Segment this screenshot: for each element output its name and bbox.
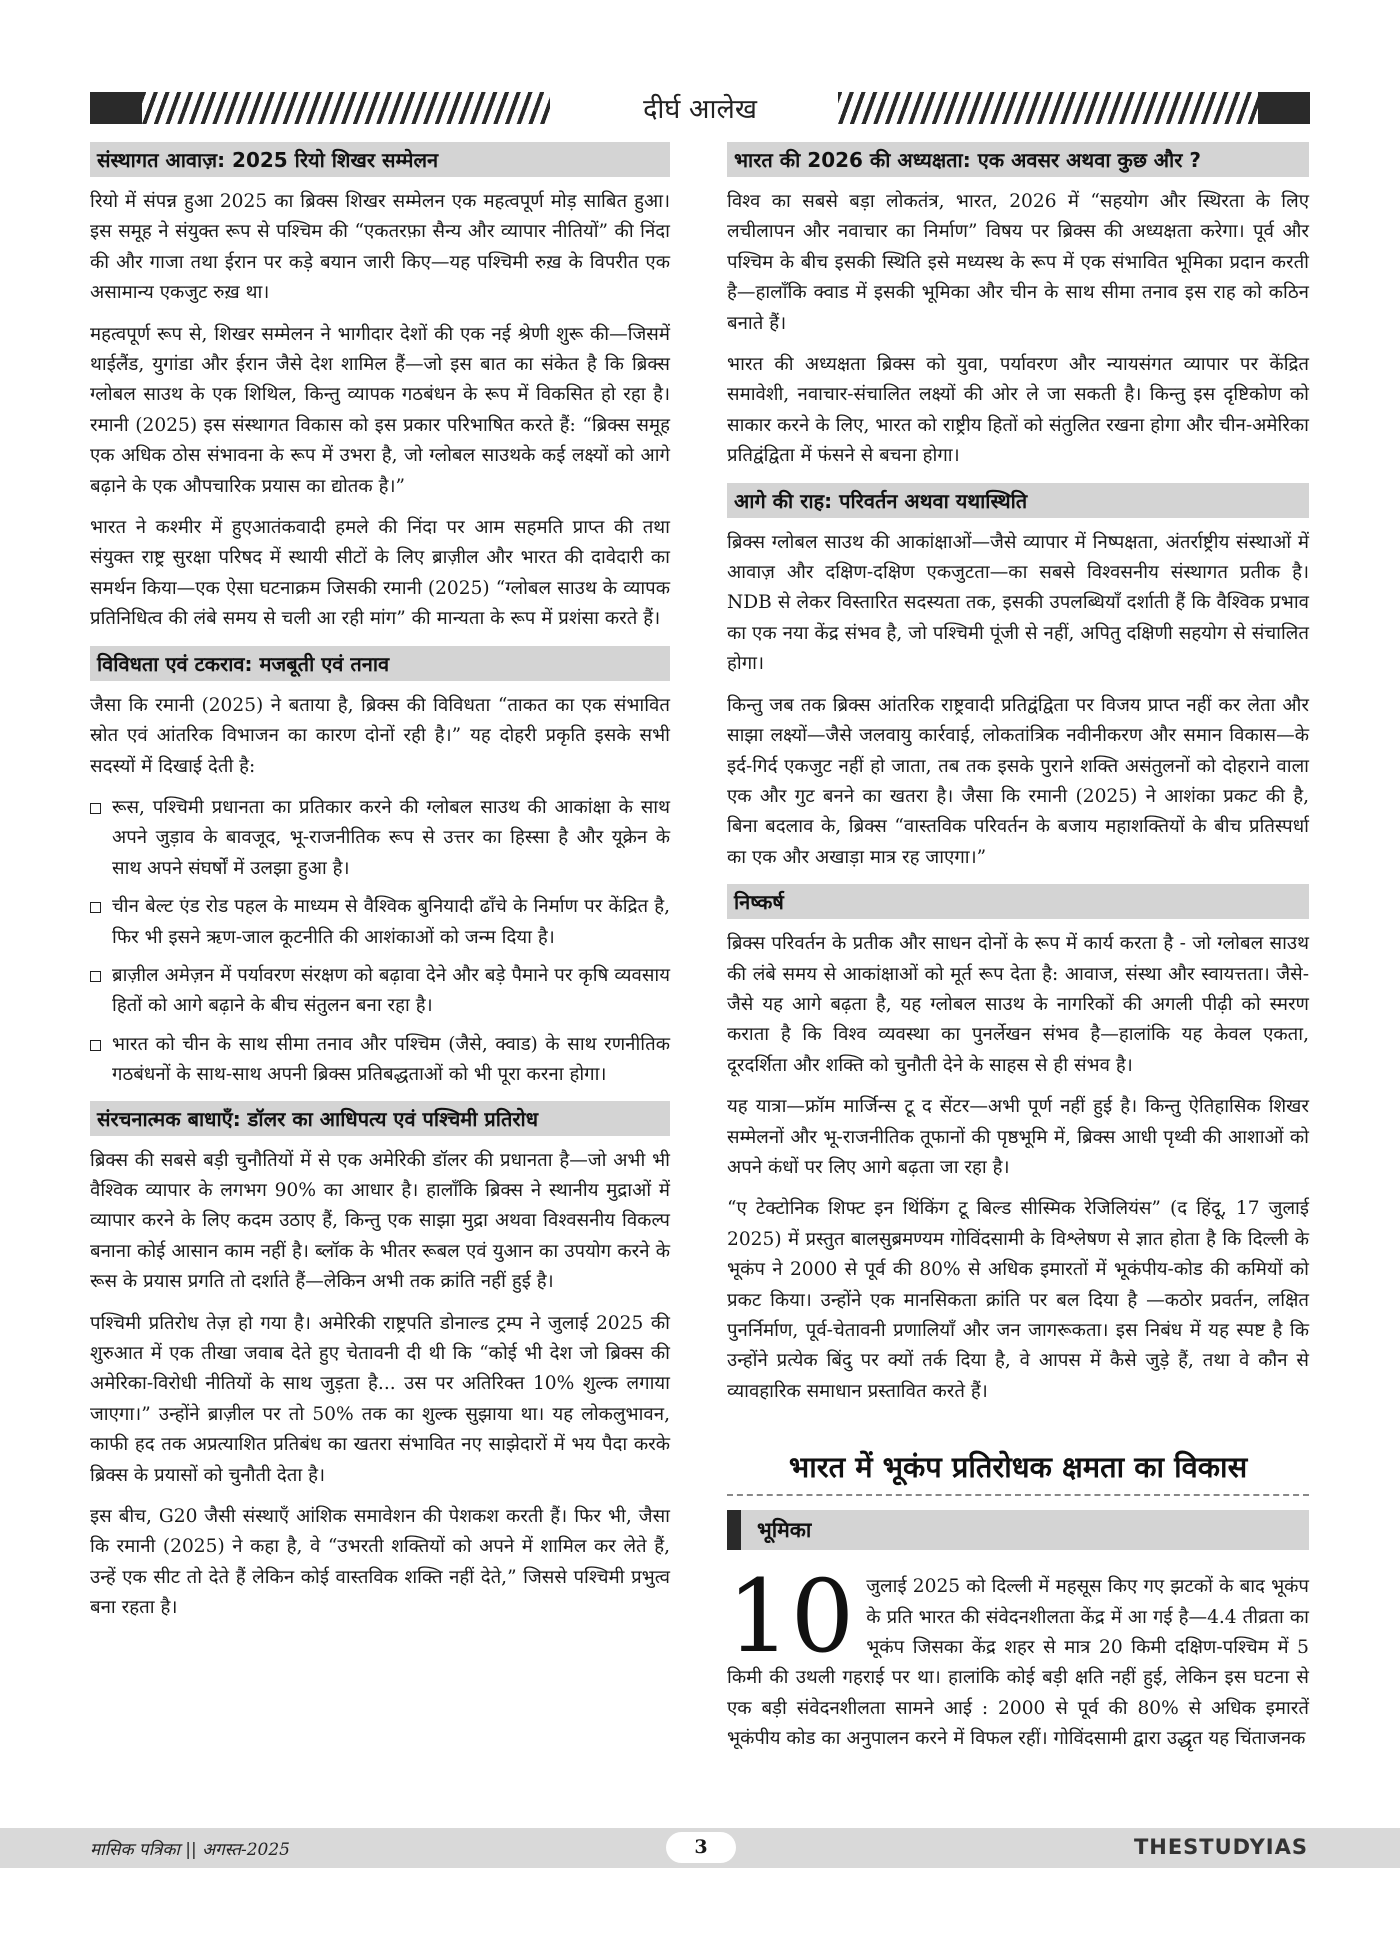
paragraph: जैसा कि रमानी (2025) ने बताया है, ब्रिक्स की विविधता “ताकत का एक संभावित स्रोत एवं आंतरिक विभाजन का कारण दोनों रही है।” यह दोहरी प्रकृति इसके सभी सदस्यों में दिखाई देती है: [90, 694, 670, 777]
heading-marker [727, 1510, 741, 1550]
paragraph: भारत की अध्यक्षता ब्रिक्स को युवा, पर्यावरण और न्यायसंगत व्यापार पर केंद्रित समावेशी, नवाचार-संचालित लक्ष्यों की ओर ले जा सकती है। किन्तु इस दृष्टिकोण को साकार करने के लिए, भारत को राष्ट्रीय हितों को संतुलित रखना होगा और चीन-अमेरिका प्रतिद्वंद्विता में फंसने से बचना होगा। [727, 354, 1309, 467]
title-divider [727, 1494, 1309, 1496]
section-heading-structural-barriers: संरचनात्मक बाधाएँ: डॉलर का आधिपत्य एवं पश्चिमी प्रतिरोध [90, 1101, 670, 1136]
checkbox-bullet-icon [90, 1040, 101, 1051]
intro-text: जुलाई 2025 को दिल्ली में महसूस किए गए झटकों के बाद भूकंप के प्रति भारत की संवेदनशीलता केंद्र में आ गई है—4.4 तीव्रता का भूकंप जिसका केंद्र शहर से मात्र 20 किमी दक्षिण-पश्चिम में 5 किमी की उथली गहराई पर था। हालांकि कोई बड़ी क्षति नहीं हुई, लेकिन इस घटना से एक बड़ी संवेदनशीलता सामने आई : 2000 से पूर्व की 80% से अधिक इमारतें भूकंपीय कोड का अनुपालन करने में विफल रहीं। गोविंदसामी द्वारा उद्धृत यह चिंताजनक [727, 1576, 1309, 1750]
paragraph: पश्चिमी प्रतिरोध तेज़ हो गया है। अमेरिकी राष्ट्रपति डोनाल्ड ट्रम्प ने जुलाई 2025 की शुरुआत में एक तीखा जवाब देते हुए चेतावनी दी थी कि “कोई भी देश जो ब्रिक्स की अमेरिका-विरोधी नीतियों के साथ जुड़ता है... उस पर अतिरिक्त 10% शुल्क लगाया जाएगा।” उन्होंने ब्राज़ील पर तो 50% तक का शुल्क सुझाया था। यह लोकलुभावन, काफी हद तक अप्रत्याशित प्रतिबंध का खतरा संभावित नए साझेदारों में भय पैदा करके ब्रिक्स के प्रयासों को चुनौती देता है। [90, 1312, 670, 1486]
section-heading-way-forward: आगे की राह: परिवर्तन अथवा यथास्थिति [727, 483, 1309, 518]
section-heading-conclusion: निष्कर्ष [727, 884, 1309, 919]
paragraph: विश्व का सबसे बड़ा लोकतंत्र, भारत, 2026 में “सहयोग और स्थिरता के लिए लचीलापन और नवाचार का निर्माण” विषय पर ब्रिक्स की अध्यक्षता करेगा। पूर्व और पश्चिम के बीच इसकी स्थिति इसे मध्यस्थ के रूप में एक संभावित भूमिका प्रदान करती है—हालाँकि क्वाड में इसकी भूमिका और चीन के साथ सीमा तनाव इस राह को कठिन बनाते हैं। [727, 191, 1309, 334]
paragraph: इस बीच, G20 जैसी संस्थाएँ आंशिक समावेशन की पेशकश करती हैं। फिर भी, जैसा कि रमानी (2025) ने कहा है, वे “उभरती शक्तियों को अपने में शामिल कर लेते हैं, उन्हें एक सीट तो देते हैं लेकिन कोई वास्तविक शक्ति नहीं देते,” जिससे पश्चिमी प्रभुत्व बना रहता है। [90, 1506, 670, 1619]
page-header [90, 92, 1310, 124]
section-heading-institutional-voice: संस्थागत आवाज़: 2025 रियो शिखर सम्मेलन [90, 142, 670, 177]
paragraph: रियो में संपन्न हुआ 2025 का ब्रिक्स शिखर सम्मेलन एक महत्वपूर्ण मोड़ साबित हुआ। इस समूह ने संयुक्त रूप से पश्चिम की “एकतरफ़ा सैन्य और व्यापार नीतियों” की निंदा की और गाजा तथा ईरान पर कड़े बयान जारी किए—यह पश्चिमी रुख़ के विपरीत एक असामान्य एकजुट रुख़ था। [90, 191, 670, 304]
article-title: भारत में भूकंप प्रतिरोधक क्षमता का विकास [788, 1450, 1248, 1485]
checkbox-bullet-icon [90, 803, 101, 814]
list-item-text: भारत को चीन के साथ सीमा तनाव और पश्चिम (जैसे, क्वाड) के साथ रणनीतिक गठबंधनों के साथ-साथ अपनी ब्रिक्स प्रतिबद्धताओं को भी पूरा करना होगा। [112, 1033, 670, 1086]
header-right-stripe [838, 92, 1258, 124]
paragraph: ब्रिक्स की सबसे बड़ी चुनौतियों में से एक अमेरिकी डॉलर की प्रधानता है—जो अभी भी वैश्विक व्यापार के लगभग 90% का आधार है। हालाँकि ब्रिक्स ने स्थानीय मुद्राओं में व्यापार करने के लिए कदम उठाए हैं, किन्तु एक साझा मुद्रा अथवा विश्वसनीय विकल्प बनाना कोई आसान काम नहीं है। ब्लॉक के भीतर रूबल एवं युआन का उपयोग करने के रूस के प्रयास प्रगति तो दर्शाते हैं—लेकिन अभी तक क्रांति नहीं हुई है। [90, 1149, 670, 1293]
checkbox-bullet-icon [90, 902, 101, 913]
right-column [727, 140, 1309, 1755]
paragraph: किन्तु जब तक ब्रिक्स आंतरिक राष्ट्रवादी प्रतिद्वंद्विता पर विजय प्राप्त नहीं कर लेता और साझा लक्ष्यों—जैसे जलवायु कार्रवाई, लोकतांत्रिक नवीनीकरण और समान विकास—के इर्द-गिर्द एकजुट नहीं हो जाता, तब तक इसके पुराने शक्ति असंतुलनों को दोहराने वाला एक और गुट बनने का खतरा है। जैसा कि रमानी (2025) ने आशंका प्रकट की है, बिना बदलाव के, ब्रिक्स “वास्तविक परिवर्तन के बजाय महाशक्तियों के बीच प्रतिस्पर्धा का एक और अखाड़ा मात्र रह जाएगा।” [727, 694, 1309, 868]
checkbox-bullet-icon [90, 971, 101, 982]
footer-publication: मासिक पत्रिका || अगस्त-2025 [90, 1840, 290, 1860]
list-item-text: चीन बेल्ट एंड रोड पहल के माध्यम से वैश्विक बुनियादी ढाँचे के निर्माण पर केंद्रित है, फिर भी इसने ऋण-जाल कूटनीति की आशंकाओं को जन्म दिया है। [112, 896, 670, 948]
section-heading-india-presidency: भारत की 2026 की अध्यक्षता: एक अवसर अथवा कुछ और ? [727, 142, 1309, 177]
list-item [90, 793, 670, 884]
page-number: 3 [666, 1832, 736, 1863]
header-right-cap [1258, 92, 1310, 124]
bullet-list [90, 793, 670, 1091]
page-footer [0, 1828, 1400, 1868]
paragraph: “ए टेक्टोनिक शिफ्ट इन थिंकिंग टू बिल्ड सीस्मिक रेजिलियंस” (द हिंदू, 17 जुलाई 2025) में प्रस्तुत बालसुब्रमण्यम गोविंदसामी के विश्लेषण से ज्ञात होता है कि दिल्ली के भूकंप ने 2000 से पूर्व की 80% से अधिक इमारतों में भूकंपीय-कोड की कमियों को प्रकट किया। उन्होंने एक मानसिकता क्रांति पर बल दिया है —कठोर प्रवर्तन, लक्षित पुनर्निर्माण, पूर्व-चेतावनी प्रणालियाँ और जन जागरूकता। इस निबंध में यह स्पष्ट है कि उन्होंने प्रत्येक बिंदु पर क्यों तर्क दिया है, वे आपस में कैसे जुड़े हैं, तथा वे कौन से व्यावहारिक समाधान प्रस्तावित करते हैं। [727, 1198, 1309, 1402]
paragraph: यह यात्रा—फ्रॉम मार्जिन्स टू द सेंटर—अभी पूर्ण नहीं हुई है। किन्तु ऐतिहासिक शिखर सम्मेलनों और भू-राजनीतिक तूफानों की पृष्ठभूमि में, ब्रिक्स आधी पृथ्वी की आशाओं को अपने कंधों पर लिए आगे बढ़ता जा रहा है। [727, 1096, 1309, 1178]
list-item-text: ब्राज़ील अमेज़न में पर्यावरण संरक्षण को बढ़ावा देने और बड़े पैमाने पर कृषि व्यवसाय हितों को आगे बढ़ाने के बीच संतुलन बना रहा है। [112, 964, 670, 1017]
list-item [90, 892, 670, 953]
left-column [90, 140, 670, 1635]
intro-heading [727, 1510, 1309, 1550]
section-heading-diversity-conflict: विविधता एवं टकराव: मजबूती एवं तनाव [90, 646, 670, 681]
list-item-text: रूस, पश्चिमी प्रधानता का प्रतिकार करने की ग्लोबल साउथ की आकांक्षा के साथ अपने जुड़ाव के बावजूद, भू-राजनीतिक रूप से उत्तर का हिस्सा है और यूक्रेन के साथ अपने संघर्षों में उलझा हुआ है। [112, 796, 670, 879]
paragraph: भारत ने कश्मीर में हुएआतंकवादी हमले की निंदा पर आम सहमति प्राप्त की तथा संयुक्त राष्ट्र सुरक्षा परिषद में स्थायी सीटों के लिए ब्राज़ील और भारत की दावेदारी का समर्थन किया—एक ऐसा घटनाक्रम जिसकी रमानी (2025) “ग्लोबल साउथ के व्यापक प्रतिनिधित्व की लंबे समय से चली आ रही मांग” की मान्यता के रूप में प्रशंसा करते हैं। [90, 517, 670, 630]
intro-heading-label: भूमिका [757, 1518, 812, 1543]
drop-cap: 10 [727, 1558, 855, 1676]
brand-logo: THESTUDYIAS [1133, 1835, 1308, 1859]
header-title: दीर्घ आलेख [643, 94, 757, 125]
paragraph: ब्रिक्स ग्लोबल साउथ की आकांक्षाओं—जैसे व्यापार में निष्पक्षता, अंतर्राष्ट्रीय संस्थाओं में आवाज़ और दक्षिण-दक्षिण एकजुटता—का सबसे विश्वसनीय संस्थागत प्रतीक है। NDB से लेकर विस्तारित सदस्यता तक, इसकी उपलब्धियाँ दर्शाती हैं कि वैश्विक प्रभाव का एक नया केंद्र संभव है, जो पश्चिमी पूंजी से नहीं, अपितु दक्षिणी सहयोग से संचालित होगा। [727, 531, 1309, 675]
paragraph: महत्वपूर्ण रूप से, शिखर सम्मेलन ने भागीदार देशों की एक नई श्रेणी शुरू की—जिसमें थाईलैंड, युगांडा और ईरान जैसे देश शामिल हैं—जो इस बात का संकेत है कि ब्रिक्स ग्लोबल साउथ के एक शिथिल, किन्तु व्यापक गठबंधन के रूप में विकसित हो रहा है। रमानी (2025) इस संस्थागत विकास को इस प्रकार परिभाषित करते हैं: “ब्रिक्स समूह एक अधिक ठोस संभावना के रूप में उभरा है, जो ग्लोबल साउथके कई लक्ष्यों को आगे बढ़ाने के एक औपचारिक प्रयास का द्योतक है।” [90, 323, 670, 497]
paragraph: ब्रिक्स परिवर्तन के प्रतीक और साधन दोनों के रूप में कार्य करता है - जो ग्लोबल साउथ की लंबे समय से आकांक्षाओं को मूर्त रूप देता है: आवाज, संस्था और स्वायत्तता। जैसे-जैसे यह आगे बढ़ता है, यह ग्लोबल साउथ के नागरिकों की अगली पीढ़ी को स्मरण कराता है कि विश्व व्यवस्था का पुनर्लेखन संभव है—हालांकि यह केवल एकता, दूरदर्शिता और शक्ति को चुनौती देने के साहस से ही संभव है। [727, 933, 1309, 1076]
list-item [90, 1030, 670, 1091]
intro-paragraph [727, 1558, 1309, 1754]
list-item [90, 961, 670, 1022]
